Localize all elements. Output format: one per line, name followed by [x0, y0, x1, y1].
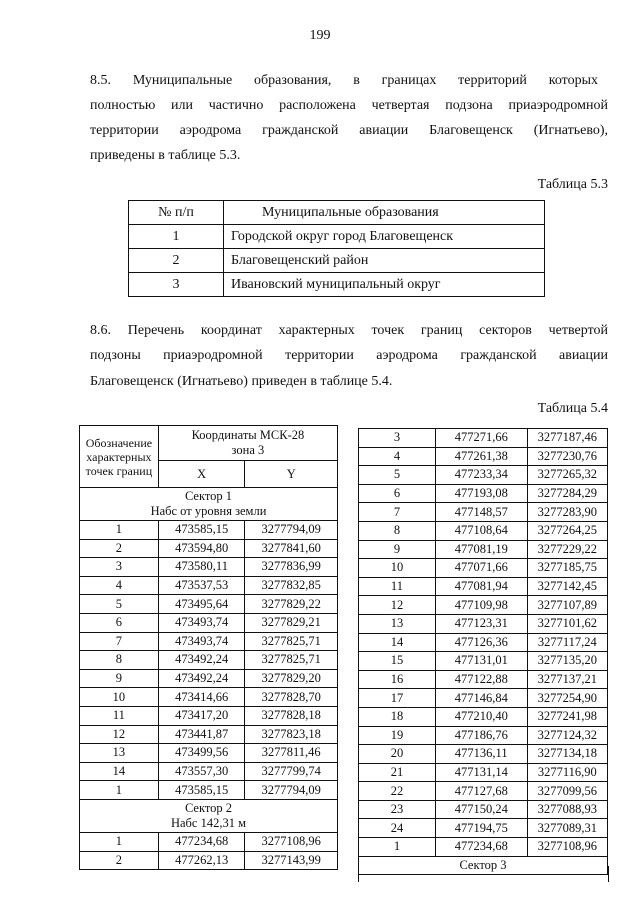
point-number: 14: [80, 762, 159, 781]
x-coordinate: 477127,68: [435, 782, 527, 801]
paragraph-line: территории аэродрома гражданской авиации Благовещенск (Игнатьево),: [90, 123, 608, 138]
x-coordinate: 477210,40: [435, 707, 527, 726]
y-coordinate: 3277829,21: [245, 613, 338, 632]
table-row: [80, 669, 338, 688]
point-number: 1: [80, 521, 159, 540]
table-row: [80, 744, 338, 763]
y-coordinate: 3277088,93: [527, 800, 607, 819]
point-number: 11: [359, 577, 436, 596]
table-row: [359, 484, 608, 503]
point-number: 18: [359, 707, 436, 726]
table-row: [359, 447, 608, 466]
table-row: [80, 832, 338, 851]
point-number: 21: [359, 763, 436, 782]
table-row: [359, 819, 608, 838]
table-right-border-extension: [358, 866, 359, 882]
table-row: [359, 503, 608, 522]
point-number: 20: [359, 745, 436, 764]
municipality-name: Городской округ город Благовещенск: [224, 225, 545, 249]
sector-2-altitude: Набс 142,31 м: [170, 815, 247, 830]
y-coordinate: 3277134,18: [527, 745, 607, 764]
sector-2-rows-continued: [359, 429, 608, 857]
table-row: [359, 782, 608, 801]
point-number: 2: [80, 539, 159, 558]
table-row: [359, 689, 608, 708]
y-coordinate: 3277241,98: [527, 707, 607, 726]
table-row: [359, 614, 608, 633]
table-row: [80, 632, 338, 651]
y-coordinate: 3277829,22: [245, 595, 338, 614]
column-header-points: Обозначение характерных точек границ: [80, 426, 159, 488]
paragraph-8-6-cont: [90, 343, 608, 395]
y-coordinate: 3277794,09: [245, 521, 338, 540]
x-coordinate: 477186,76: [435, 726, 527, 745]
point-number: 7: [359, 503, 436, 522]
y-coordinate: 3277108,96: [245, 832, 338, 851]
x-coordinate: 477146,84: [435, 689, 527, 708]
paragraph-line: приведены в таблице 5.3.: [90, 148, 241, 163]
x-coordinate: 477234,68: [435, 838, 527, 857]
y-coordinate: 3277794,09: [245, 781, 338, 800]
point-number: 9: [80, 669, 159, 688]
municipality-name: Благовещенский район: [224, 249, 545, 273]
table-row: [80, 613, 338, 632]
column-header-municipality: Муниципальные образования: [224, 201, 545, 225]
x-coordinate: 477122,88: [435, 670, 527, 689]
point-number: 5: [359, 466, 436, 485]
table-row: [129, 249, 545, 273]
x-coordinate: 473557,30: [158, 762, 245, 781]
sector-1-altitude: Набс от уровня земли: [150, 504, 267, 518]
x-coordinate: 477131,01: [435, 652, 527, 671]
y-coordinate: 3277254,90: [527, 689, 607, 708]
paragraph-8-5: [90, 68, 598, 93]
x-coordinate: 477234,68: [158, 832, 245, 851]
sector-header-row: [80, 488, 338, 521]
x-coordinate: 473492,24: [158, 651, 245, 670]
x-coordinate: 477233,34: [435, 466, 527, 485]
sector-title: [80, 799, 338, 832]
page-number: 199: [309, 28, 331, 43]
x-coordinate: 473580,11: [158, 558, 245, 577]
paragraph-8-6: [90, 318, 608, 343]
x-coordinate: 477150,24: [435, 800, 527, 819]
table-row: [359, 559, 608, 578]
point-number: 17: [359, 689, 436, 708]
x-coordinate: 477262,13: [158, 851, 245, 870]
point-number: 13: [359, 614, 436, 633]
table-5-4-left: [79, 425, 338, 870]
table-row: [80, 762, 338, 781]
y-coordinate: 3277089,31: [527, 819, 607, 838]
table-row: [359, 596, 608, 615]
sector-3-title: Сектор 3: [359, 856, 608, 874]
column-header-x: X: [158, 461, 245, 488]
y-coordinate: 3277823,18: [245, 725, 338, 744]
y-coordinate: 3277832,85: [245, 576, 338, 595]
row-number: 2: [129, 249, 224, 273]
point-number: 2: [80, 851, 159, 870]
x-coordinate: 477261,38: [435, 447, 527, 466]
table-5-3: [128, 200, 545, 297]
table-row: [359, 670, 608, 689]
table-row: [80, 725, 338, 744]
table-row: [359, 633, 608, 652]
paragraph-8-5-cont: [90, 93, 608, 168]
y-coordinate: 3277143,99: [245, 851, 338, 870]
y-coordinate: 3277829,20: [245, 669, 338, 688]
x-coordinate: 473493,74: [158, 632, 245, 651]
y-coordinate: 3277284,29: [527, 484, 607, 503]
sector-1-title: Сектор 1: [184, 489, 233, 503]
y-coordinate: 3277108,96: [527, 838, 607, 857]
table-row: [359, 800, 608, 819]
x-coordinate: 477271,66: [435, 429, 527, 448]
point-number: 14: [359, 633, 436, 652]
x-coordinate: 477109,98: [435, 596, 527, 615]
y-coordinate: 3277107,89: [527, 596, 607, 615]
point-number: 23: [359, 800, 436, 819]
point-number: 5: [80, 595, 159, 614]
y-coordinate: 3277124,32: [527, 726, 607, 745]
x-coordinate: 473495,64: [158, 595, 245, 614]
table-row: [129, 273, 545, 297]
y-coordinate: 3277265,32: [527, 466, 607, 485]
point-number: 10: [80, 688, 159, 707]
table-row: [80, 851, 338, 870]
point-number: 3: [359, 429, 436, 448]
x-coordinate: 473441,87: [158, 725, 245, 744]
point-number: 1: [80, 781, 159, 800]
y-coordinate: 3277825,71: [245, 651, 338, 670]
x-coordinate: 473585,15: [158, 781, 245, 800]
point-number: 4: [80, 576, 159, 595]
y-coordinate: 3277841,60: [245, 539, 338, 558]
row-number: 3: [129, 273, 224, 297]
y-coordinate: 3277185,75: [527, 559, 607, 578]
point-number: 12: [80, 725, 159, 744]
sector-1-rows: [80, 521, 338, 800]
point-number: 6: [80, 613, 159, 632]
x-coordinate: 473585,15: [158, 521, 245, 540]
y-coordinate: 3277799,74: [245, 762, 338, 781]
y-coordinate: 3277142,45: [527, 577, 607, 596]
paragraph-line: подзоны приаэродромной территории аэродрома гражданской авиации: [90, 348, 608, 363]
row-number: 1: [129, 225, 224, 249]
x-coordinate: 477194,75: [435, 819, 527, 838]
table-header-row: [129, 201, 545, 225]
table-5-3-caption: Таблица 5.3: [537, 177, 608, 192]
y-coordinate: 3277828,70: [245, 688, 338, 707]
y-coordinate: 3277811,46: [245, 744, 338, 763]
table-header-row: [80, 426, 338, 461]
point-number: 24: [359, 819, 436, 838]
x-coordinate: 473492,24: [158, 669, 245, 688]
x-coordinate: 473499,56: [158, 744, 245, 763]
table-row: [129, 225, 545, 249]
table-row: [359, 429, 608, 448]
point-number: 1: [359, 838, 436, 857]
table-row: [80, 595, 338, 614]
paragraph-line: 8.6. Перечень координат характерных точек границ секторов четвертой: [90, 323, 608, 338]
table-row: [359, 707, 608, 726]
point-number: 9: [359, 540, 436, 559]
y-coordinate: 3277230,76: [527, 447, 607, 466]
table-row: [359, 521, 608, 540]
table-row: [80, 539, 338, 558]
y-coordinate: 3277836,99: [245, 558, 338, 577]
x-coordinate: 473417,20: [158, 706, 245, 725]
point-number: 8: [359, 521, 436, 540]
y-coordinate: 3277229,22: [527, 540, 607, 559]
table-row: [359, 652, 608, 671]
y-coordinate: 3277135,20: [527, 652, 607, 671]
sector-title: [80, 488, 338, 521]
x-coordinate: 477126,36: [435, 633, 527, 652]
y-coordinate: 3277101,62: [527, 614, 607, 633]
point-number: 13: [80, 744, 159, 763]
point-number: 10: [359, 559, 436, 578]
point-number: 4: [359, 447, 436, 466]
y-coordinate: 3277264,25: [527, 521, 607, 540]
table-row: [359, 763, 608, 782]
y-coordinate: 3277187,46: [527, 429, 607, 448]
table-row: [359, 540, 608, 559]
table-row: [359, 466, 608, 485]
point-number: 15: [359, 652, 436, 671]
y-coordinate: 3277825,71: [245, 632, 338, 651]
x-coordinate: 473537,53: [158, 576, 245, 595]
sector-header-row: [359, 856, 608, 874]
x-coordinate: 477081,19: [435, 540, 527, 559]
point-number: 11: [80, 706, 159, 725]
x-coordinate: 473493,74: [158, 613, 245, 632]
column-header-coordinates: Координаты МСК-28 зона 3: [158, 426, 337, 461]
table-row: [359, 745, 608, 764]
table-right-border-extension: [608, 866, 609, 882]
y-coordinate: 3277828,18: [245, 706, 338, 725]
y-coordinate: 3277117,24: [527, 633, 607, 652]
paragraph-line: Благовещенск (Игнатьево) приведен в таблице 5.4.: [90, 374, 393, 389]
point-number: 1: [80, 832, 159, 851]
sector-2-title: Сектор 2: [184, 800, 233, 815]
x-coordinate: 473594,80: [158, 539, 245, 558]
table-row: [359, 726, 608, 745]
point-number: 19: [359, 726, 436, 745]
point-number: 16: [359, 670, 436, 689]
point-number: 12: [359, 596, 436, 615]
table-row: [80, 558, 338, 577]
x-coordinate: 477136,11: [435, 745, 527, 764]
x-coordinate: 477193,08: [435, 484, 527, 503]
y-coordinate: 3277116,90: [527, 763, 607, 782]
x-coordinate: 477108,64: [435, 521, 527, 540]
point-number: 3: [80, 558, 159, 577]
column-header-y: Y: [245, 461, 338, 488]
y-coordinate: 3277283,90: [527, 503, 607, 522]
table-row: [80, 576, 338, 595]
point-number: 8: [80, 651, 159, 670]
table-row: [80, 688, 338, 707]
point-number: 6: [359, 484, 436, 503]
table-row: [80, 651, 338, 670]
column-header-number: № п/п: [129, 201, 224, 225]
paragraph-line: полностью или частично расположена четвертая подзона приаэродромной: [90, 98, 608, 113]
x-coordinate: 477148,57: [435, 503, 527, 522]
y-coordinate: 3277137,21: [527, 670, 607, 689]
table-row: [359, 838, 608, 857]
table-row: [80, 706, 338, 725]
point-number: 7: [80, 632, 159, 651]
table-row: [80, 781, 338, 800]
y-coordinate: 3277099,56: [527, 782, 607, 801]
sector-2-rows: [80, 832, 338, 869]
x-coordinate: 477123,31: [435, 614, 527, 633]
x-coordinate: 473414,66: [158, 688, 245, 707]
x-coordinate: 477081,94: [435, 577, 527, 596]
point-number: 22: [359, 782, 436, 801]
x-coordinate: 477131,14: [435, 763, 527, 782]
table-5-4-right: [358, 428, 608, 875]
sector-header-row: [80, 799, 338, 832]
x-coordinate: 477071,66: [435, 559, 527, 578]
municipality-name: Ивановский муниципальный округ: [224, 273, 545, 297]
table-5-4-caption: Таблица 5.4: [537, 401, 608, 416]
table-row: [80, 521, 338, 540]
paragraph-line: 8.5. Муниципальные образования, в границах территорий которых: [90, 73, 598, 88]
table-row: [359, 577, 608, 596]
